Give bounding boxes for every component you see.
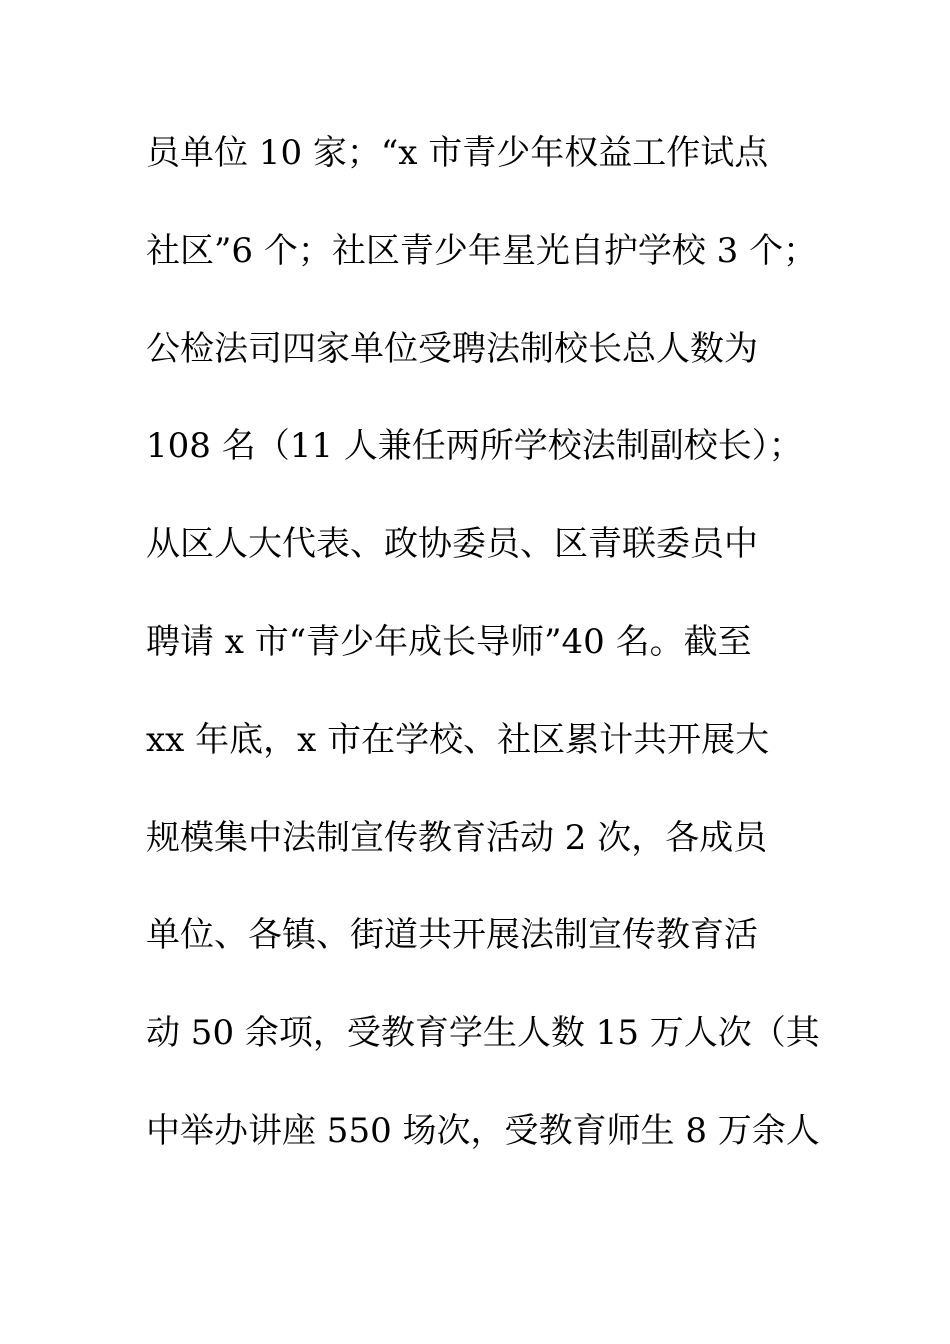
text-line: xx 年底，x 市在学校、社区累计共开展大 bbox=[146, 719, 770, 760]
text-line: 从区人大代表、政协委员、区青联委员中 bbox=[146, 524, 758, 565]
text-line: 聘请 x 市“青少年成长导师”40 名。截至 bbox=[146, 621, 752, 662]
text-line: 中举办讲座 550 场次，受教育师生 8 万余人 bbox=[146, 1110, 820, 1151]
text-line: 员单位 10 家；“x 市青少年权益工作试点 bbox=[146, 133, 769, 173]
text-line: 单位、各镇、街道共开展法制宣传教育活 bbox=[146, 915, 758, 956]
text-line: 规模集中法制宣传教育活动 2 次，各成员 bbox=[146, 817, 768, 858]
text-line: 动 50 余项，受教育学生人数 15 万人次（其 bbox=[146, 1013, 820, 1054]
text-line: 108 名（11 人兼任两所学校法制副校长）； bbox=[146, 426, 803, 467]
text-line: 社区”6 个；社区青少年星光自护学校 3 个； bbox=[146, 230, 818, 271]
text-line: 公检法司四家单位受聘法制校长总人数为 bbox=[146, 328, 758, 369]
body-text bbox=[146, 130, 846, 1206]
